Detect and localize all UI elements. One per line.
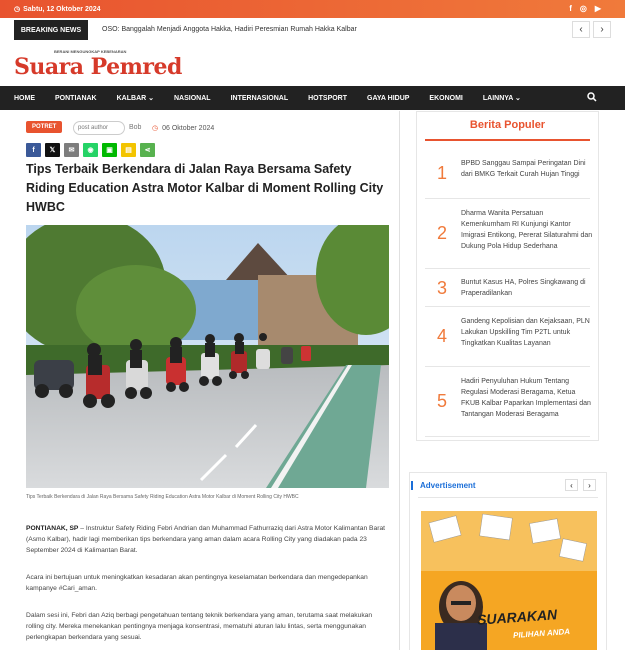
ad-headline: SUARAKAN — [476, 606, 558, 628]
article-photo — [26, 225, 389, 488]
popular-item-number: 1 — [437, 163, 448, 183]
popular-item-text[interactable]: Gandeng Kepolisian dan Kejaksaan, PLN Lakukan Upskilling Tim P2TL untuk Tingkatkan Kualitas Layanan — [461, 318, 590, 347]
facebook-icon[interactable]: f — [26, 143, 41, 157]
x-icon[interactable]: 𝕏 — [45, 143, 60, 157]
nav-item-pontianak[interactable]: PONTIANAK — [55, 94, 97, 102]
share-icon[interactable]: ⋖ — [140, 143, 155, 157]
popular-item-text[interactable]: Buntut Kasus HA, Polres Singkawang di Praperadilankan — [461, 279, 586, 297]
popular-news-widget — [416, 111, 599, 441]
popular-item-text[interactable]: BPBD Sanggau Sampai Peringatan Dini dari BMKG Terkait Curah Hujan Tinggi — [461, 160, 586, 178]
publish-date-text: 06 Oktober 2024 — [162, 124, 215, 132]
paragraph-1-lead: PONTIANAK, SP — [26, 525, 79, 532]
instagram-icon[interactable]: ◎ — [579, 4, 587, 13]
popular-item-3[interactable] — [425, 269, 590, 307]
email-icon[interactable]: ✉ — [64, 143, 79, 157]
line-icon[interactable]: ▣ — [102, 143, 117, 157]
sidebar-divider — [399, 111, 400, 650]
category-badge[interactable]: POTRET — [26, 121, 62, 133]
breaking-prev-button[interactable]: ‹ — [572, 21, 590, 38]
popular-item-2[interactable] — [425, 199, 593, 269]
breaking-news-controls — [572, 21, 611, 38]
popular-item-text[interactable]: Hadiri Penyuluhan Hukum Tentang Regulasi Moderasi Beragama, Ketua FKUB Kalbar Paparkan Implementasi dan Tantangan Moderasi Beragama — [461, 378, 591, 418]
copy-icon[interactable]: ▤ — [121, 143, 136, 157]
paragraph-1-text: – Instruktur Safety Riding Febri Andrian dan Muhammad Fathurraziq dari Astra Motor Kalimantan Barat (Asmo Kalbar), hadir lagi memberikan tips berkendara yang aman dalam acara Rolling City yang diadakan pada 23 September 2024 di Kalimantan Barat. — [26, 525, 386, 554]
breaking-news-headline[interactable]: OSO: Banggalah Menjadi Anggota Hakka, Hadiri Peresmian Rumah Hakka Kalbar — [102, 26, 357, 33]
popular-item-number: 4 — [437, 326, 448, 346]
paragraph-2: Acara ini bertujuan untuk meningkatkan kesadaran akan pentingnya keselamatan berkendara dan mengedepankan kampanye #Cari_aman. — [26, 574, 368, 592]
popular-item-number: 3 — [437, 278, 448, 298]
main-navigation — [0, 86, 625, 110]
whatsapp-icon[interactable]: ◉ — [83, 143, 98, 157]
ad-divider — [418, 497, 598, 498]
publish-date — [152, 124, 214, 132]
title-underline — [425, 139, 590, 141]
nav-item-hotsport[interactable]: HOTSPORT — [308, 94, 348, 102]
social-links — [569, 4, 601, 13]
date-text: Sabtu, 12 Oktober 2024 — [23, 5, 101, 13]
clock-icon: ◷ — [152, 125, 159, 132]
photo-caption: Tips Terbaik Berkendara di Jalan Raya Bersama Safety Riding Education Astra Motor Kalbar di Moment Rolling City HWBC — [26, 494, 299, 500]
ad-banner[interactable] — [421, 511, 597, 650]
popular-item-number: 2 — [437, 223, 448, 243]
nav-item-home[interactable]: HOME — [14, 94, 35, 102]
nav-item-lainnya[interactable]: LAINNYA ⌄ — [482, 95, 521, 102]
current-date — [14, 5, 101, 13]
nav-item-ekonomi[interactable]: EKONOMI — [429, 94, 463, 102]
breaking-news-label: BREAKING NEWS — [14, 20, 88, 40]
ad-prev-button[interactable]: ‹ — [565, 479, 578, 491]
paragraph-1 — [26, 523, 391, 556]
logo-tagline: BERANI MENGUNGKAP KEBENARAN — [54, 49, 127, 54]
advertisement-title: Advertisement — [420, 481, 476, 490]
advertisement-widget — [409, 472, 607, 650]
author-name[interactable]: Bob — [129, 124, 142, 131]
ad-controls — [565, 479, 596, 491]
nav-item-nasional[interactable]: NASIONAL — [174, 94, 211, 102]
author-avatar: post author — [73, 121, 125, 135]
article-body — [26, 523, 391, 650]
youtube-icon[interactable]: ▶ — [594, 4, 601, 13]
top-bar — [0, 0, 625, 18]
clock-icon: ◷ — [14, 6, 21, 13]
nav-item-internasional[interactable]: INTERNASIONAL — [230, 94, 289, 102]
popular-news-title: Berita Populer — [469, 119, 546, 131]
popular-item-4[interactable] — [425, 307, 590, 367]
breaking-news-bar — [14, 20, 611, 40]
popular-item-5[interactable] — [425, 367, 590, 437]
nav-item-kalbar[interactable]: KALBAR ⌄ — [116, 95, 154, 102]
breaking-next-button[interactable]: › — [593, 21, 611, 38]
popular-item-number: 5 — [437, 391, 448, 411]
ad-next-button[interactable]: › — [583, 479, 596, 491]
popular-item-1[interactable] — [425, 149, 590, 199]
search-icon[interactable] — [587, 92, 597, 105]
logo-name: Suara Pemred — [14, 54, 182, 80]
article-title: Tips Terbaik Berkendara di Jalan Raya Bersama Safety Riding Education Astra Motor Kalbar di Moment Rolling City HWBC — [26, 162, 384, 214]
facebook-icon[interactable]: f — [569, 4, 572, 13]
nav-item-gaya-hidup[interactable]: GAYA HIDUP — [367, 94, 410, 102]
share-buttons — [26, 143, 155, 157]
paragraph-3: Dalam sesi ini, Febri dan Aziq berbagi pengetahuan tentang teknik berkendara yang aman, terutama saat melakukan rolling city. Mereka menekankan pentingnya menjaga konsentrasi, mematuhi aturan lalu lintas, serta menggunakan perlengkapan berkendara yang sesuai. — [26, 612, 373, 641]
ad-subheadline: PILIHAN ANDA — [512, 627, 571, 640]
popular-item-text[interactable]: Dharma Wanita Persatuan Kemenkumham RI Kunjungi Kantor Imigrasi Entikong, Pererat Silaturahmi dan Dukung Pola Hidup Sederhana — [461, 210, 593, 250]
